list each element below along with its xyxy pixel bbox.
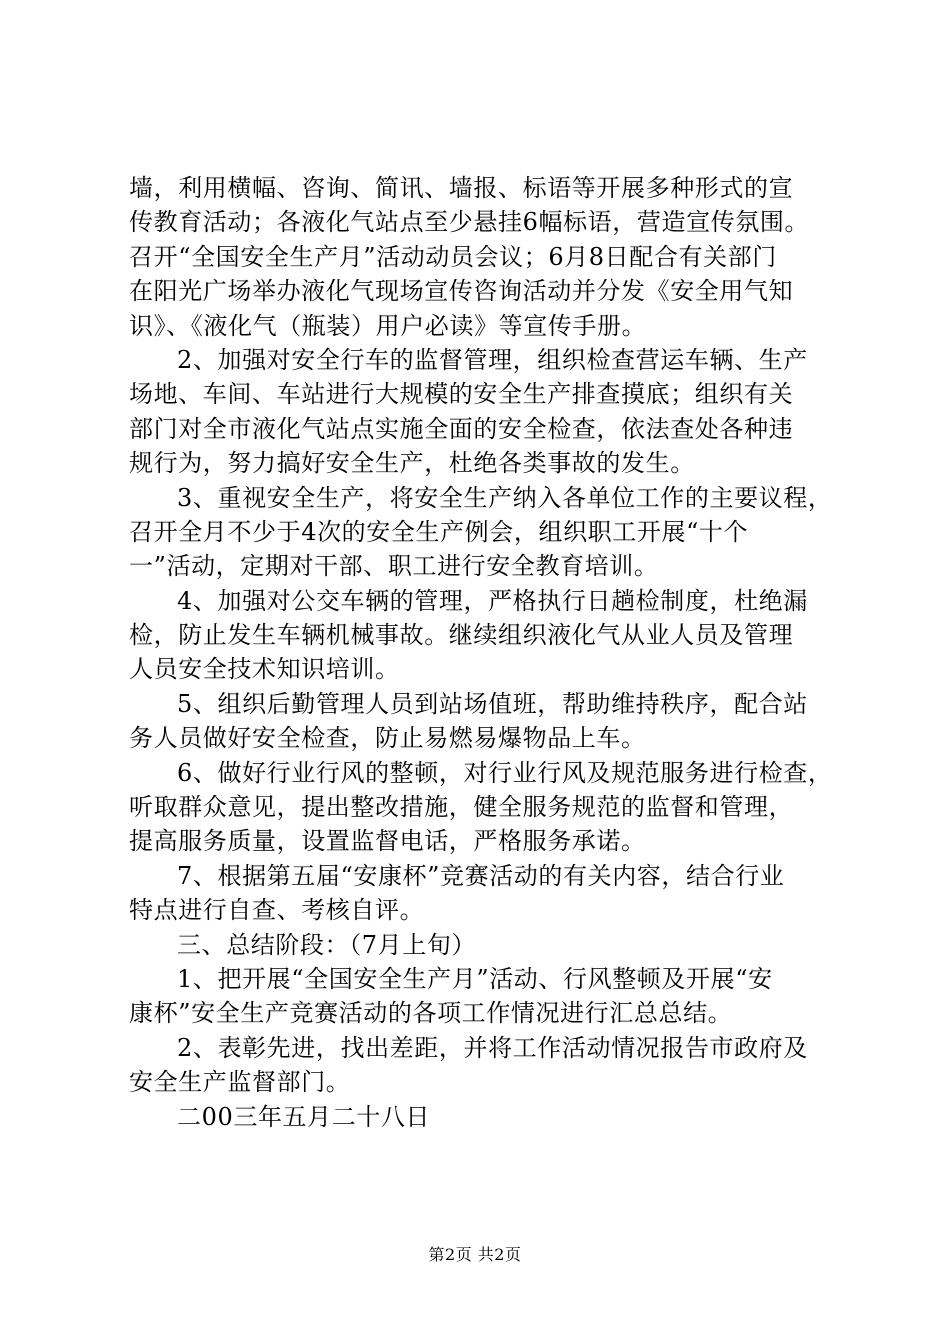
text-line: 召开“全国安全生产月”活动动员会议；6月8日配合有关部门 (129, 242, 777, 271)
text-line: 康杯”安全生产竞赛活动的各项工作情况进行汇总总结。 (129, 999, 733, 1028)
text-line: 提高服务质量，设置监督电话，严格服务承诺。 (129, 827, 646, 856)
text-line: 3、重视安全生产，将安全生产纳入各单位工作的主要议程， (177, 483, 833, 512)
text-line: 4、加强对公交车辆的管理，严格执行日趟检制度，杜绝漏 (177, 586, 808, 615)
text-line: 在阳光广场举办液化气现场宣传咨询活动并分发《安全用气知 (129, 277, 794, 306)
text-line: 1、把开展“全国安全生产月”活动、行风整顿及开展“安 (177, 964, 773, 993)
text-line: 6、做好行业行风的整顿，对行业行风及规范服务进行检查， (177, 758, 833, 787)
text-line: 务人员做好安全检查，防止易燃易爆物品上车。 (129, 724, 646, 753)
text-line: 一”活动，定期对干部、职工进行安全教育培训。 (129, 552, 659, 581)
text-line: 听取群众意见，提出整改措施，健全服务规范的监督和管理， (129, 793, 794, 822)
text-line: 召开全月不少于4次的安全生产例会，组织职工开展“十个 (129, 517, 749, 546)
text-line: 2、加强对安全行车的监督管理，组织检查营运车辆、生产 (177, 345, 808, 374)
text-line: 人员安全技术知识培训。 (129, 655, 400, 684)
text-line: 安全生产监督部门。 (129, 1068, 351, 1097)
text-line: 场地、车间、车站进行大规模的安全生产排查摸底；组织有关 (129, 380, 794, 409)
text-line: 墙，利用横幅、咨询、简讯、墙报、标语等开展多种形式的宣 (129, 174, 794, 202)
text-line: 7、根据第五届“安康杯”竞赛活动的有关内容，结合行业 (177, 861, 785, 890)
text-line: 传教育活动；各液化气站点至少悬挂6幅标语，营造宣传氛围。 (129, 208, 810, 237)
text-line: 规行为，努力搞好安全生产，杜绝各类事故的发生。 (129, 449, 695, 478)
text-line: 2、表彰先进，找出差距，并将工作活动情况报告市政府及 (177, 1033, 808, 1062)
text-line: 特点进行自查、考核自评。 (129, 896, 425, 925)
text-line: 三、总结阶段：（7月上旬） (177, 930, 477, 959)
text-line: 部门对全市液化气站点实施全面的安全检查，依法查处各种违 (129, 414, 794, 443)
document-body (129, 171, 833, 1134)
text-line: 检，防止发生车辆机械事故。继续组织液化气从业人员及管理 (129, 621, 794, 650)
text-line: 二00三年五月二十八日 (177, 1102, 431, 1131)
text-line: 5、组织后勤管理人员到站场值班，帮助维持秩序，配合站 (177, 689, 808, 718)
page-footer (0, 1245, 950, 1265)
text-line: 识》、《液化气（瓶装）用户必读》等宣传手册。 (129, 311, 647, 340)
page-number: 第2页 共2页 (428, 1245, 522, 1264)
